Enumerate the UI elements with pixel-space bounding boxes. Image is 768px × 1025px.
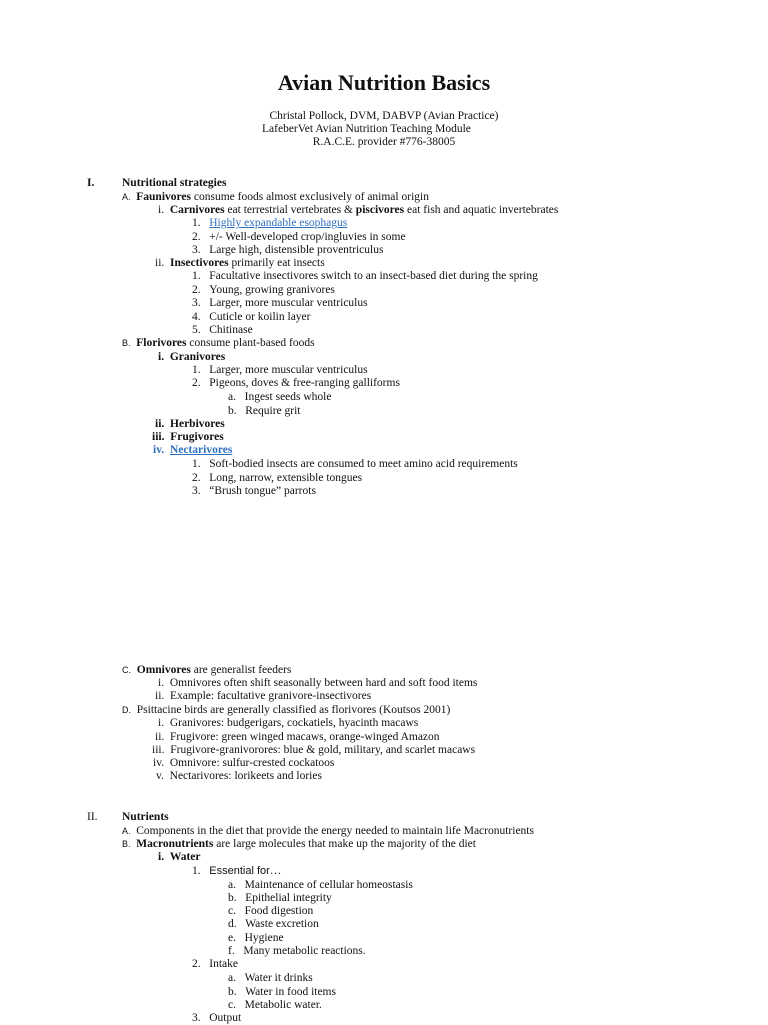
list-item: i. Granivores: budgerigars, cockatiels, hyacinth macaws	[158, 717, 419, 729]
list-item: v. Nectarivores: lorikeets and lories	[156, 770, 322, 782]
list-item: 1. Facultative insectivores switch to an insect-based diet during the spring	[192, 270, 538, 282]
section-heading: Nutrients	[122, 811, 169, 823]
list-item: A. Faunivores consume foods almost exclusively of animal origin	[122, 191, 429, 203]
list-item: 3. “Brush tongue” parrots	[192, 485, 316, 497]
list-item: 3. Large high, distensible proventriculus	[192, 244, 384, 256]
list-item: 3. Larger, more muscular ventriculus	[192, 297, 368, 309]
list-item: ii. Herbivores	[155, 418, 225, 430]
nectarivores-link[interactable]: Nectarivores	[169, 444, 233, 456]
list-item: b. Epithelial integrity	[228, 892, 332, 904]
list-item: ii. Insectivores primarily eat insects	[155, 257, 325, 269]
list-item: iii. Frugivore-granivorores: blue & gold, military, and scarlet macaws	[152, 744, 476, 756]
list-item: c. Metabolic water.	[228, 999, 322, 1011]
list-item: 3. Output	[192, 1012, 242, 1024]
list-item: B. Macronutrients are large molecules that make up the majority of the diet	[122, 838, 476, 850]
list-item: c. Food digestion	[228, 905, 314, 917]
list-item: A. Components in the diet that provide the energy needed to maintain life Macronutrients	[122, 825, 534, 837]
list-item: 1. Highly expandable esophagus	[192, 217, 348, 229]
section-numeral: I.	[87, 177, 95, 189]
module-line: LafeberVet Avian Nutrition Teaching Module	[262, 123, 471, 135]
list-item: 2. Pigeons, doves & free-ranging galliforms	[192, 377, 400, 389]
list-item: B. Florivores consume plant-based foods	[122, 337, 315, 349]
list-item: i. Water	[158, 851, 201, 863]
race-provider-line: R.A.C.E. provider #776-38005	[312, 136, 456, 148]
list-item: C. Omnivores are generalist feeders	[122, 664, 292, 676]
esophagus-link[interactable]: Highly expandable esophagus	[209, 217, 348, 229]
list-item: 2. Intake	[192, 958, 238, 970]
list-item: a. Maintenance of cellular homeostasis	[228, 879, 413, 891]
list-item: b. Water in food items	[228, 986, 336, 998]
section-numeral: II.	[87, 811, 98, 823]
list-item: 4. Cuticle or koilin layer	[192, 311, 311, 323]
list-item: ii. Frugivore: green winged macaws, orange-winged Amazon	[155, 731, 440, 743]
list-item: iv. Nectarivores	[153, 444, 233, 456]
list-item: b. Require grit	[228, 405, 301, 417]
list-item: 1. Essential for…	[192, 865, 282, 877]
list-item: e. Hygiene	[228, 932, 284, 944]
section-heading: Nutritional strategies	[122, 177, 227, 189]
list-item: 1. Soft-bodied insects are consumed to meet amino acid requirements	[192, 458, 518, 470]
list-item: a. Ingest seeds whole	[228, 391, 332, 403]
list-item: i. Omnivores often shift seasonally between hard and soft food items	[158, 677, 478, 689]
list-item: iv. Omnivore: sulfur-crested cockatoos	[153, 757, 335, 769]
list-item: 2. +/- Well-developed crop/ingluvies in some	[192, 231, 406, 243]
list-item: a. Water it drinks	[228, 972, 313, 984]
list-item: 2. Young, growing granivores	[192, 284, 335, 296]
list-item: i. Carnivores eat terrestrial vertebrates & piscivores eat fish and aquatic invertebrates	[158, 204, 559, 216]
author-line: Christal Pollock, DVM, DABVP (Avian Practice)	[269, 110, 499, 122]
list-item: 2. Long, narrow, extensible tongues	[192, 472, 363, 484]
list-item: iii. Frugivores	[152, 431, 224, 443]
list-item: D. Psittacine birds are generally classified as florivores (Koutsos 2001)	[122, 704, 451, 716]
list-item: 5. Chitinase	[192, 324, 253, 336]
list-item: 1. Larger, more muscular ventriculus	[192, 364, 368, 376]
list-item: i. Granivores	[158, 351, 226, 363]
page-title: Avian Nutrition Basics	[277, 70, 491, 95]
list-item: f. Many metabolic reactions.	[228, 945, 366, 957]
list-item: ii. Example: facultative granivore-insectivores	[155, 690, 372, 702]
list-item: d. Waste excretion	[228, 918, 319, 930]
